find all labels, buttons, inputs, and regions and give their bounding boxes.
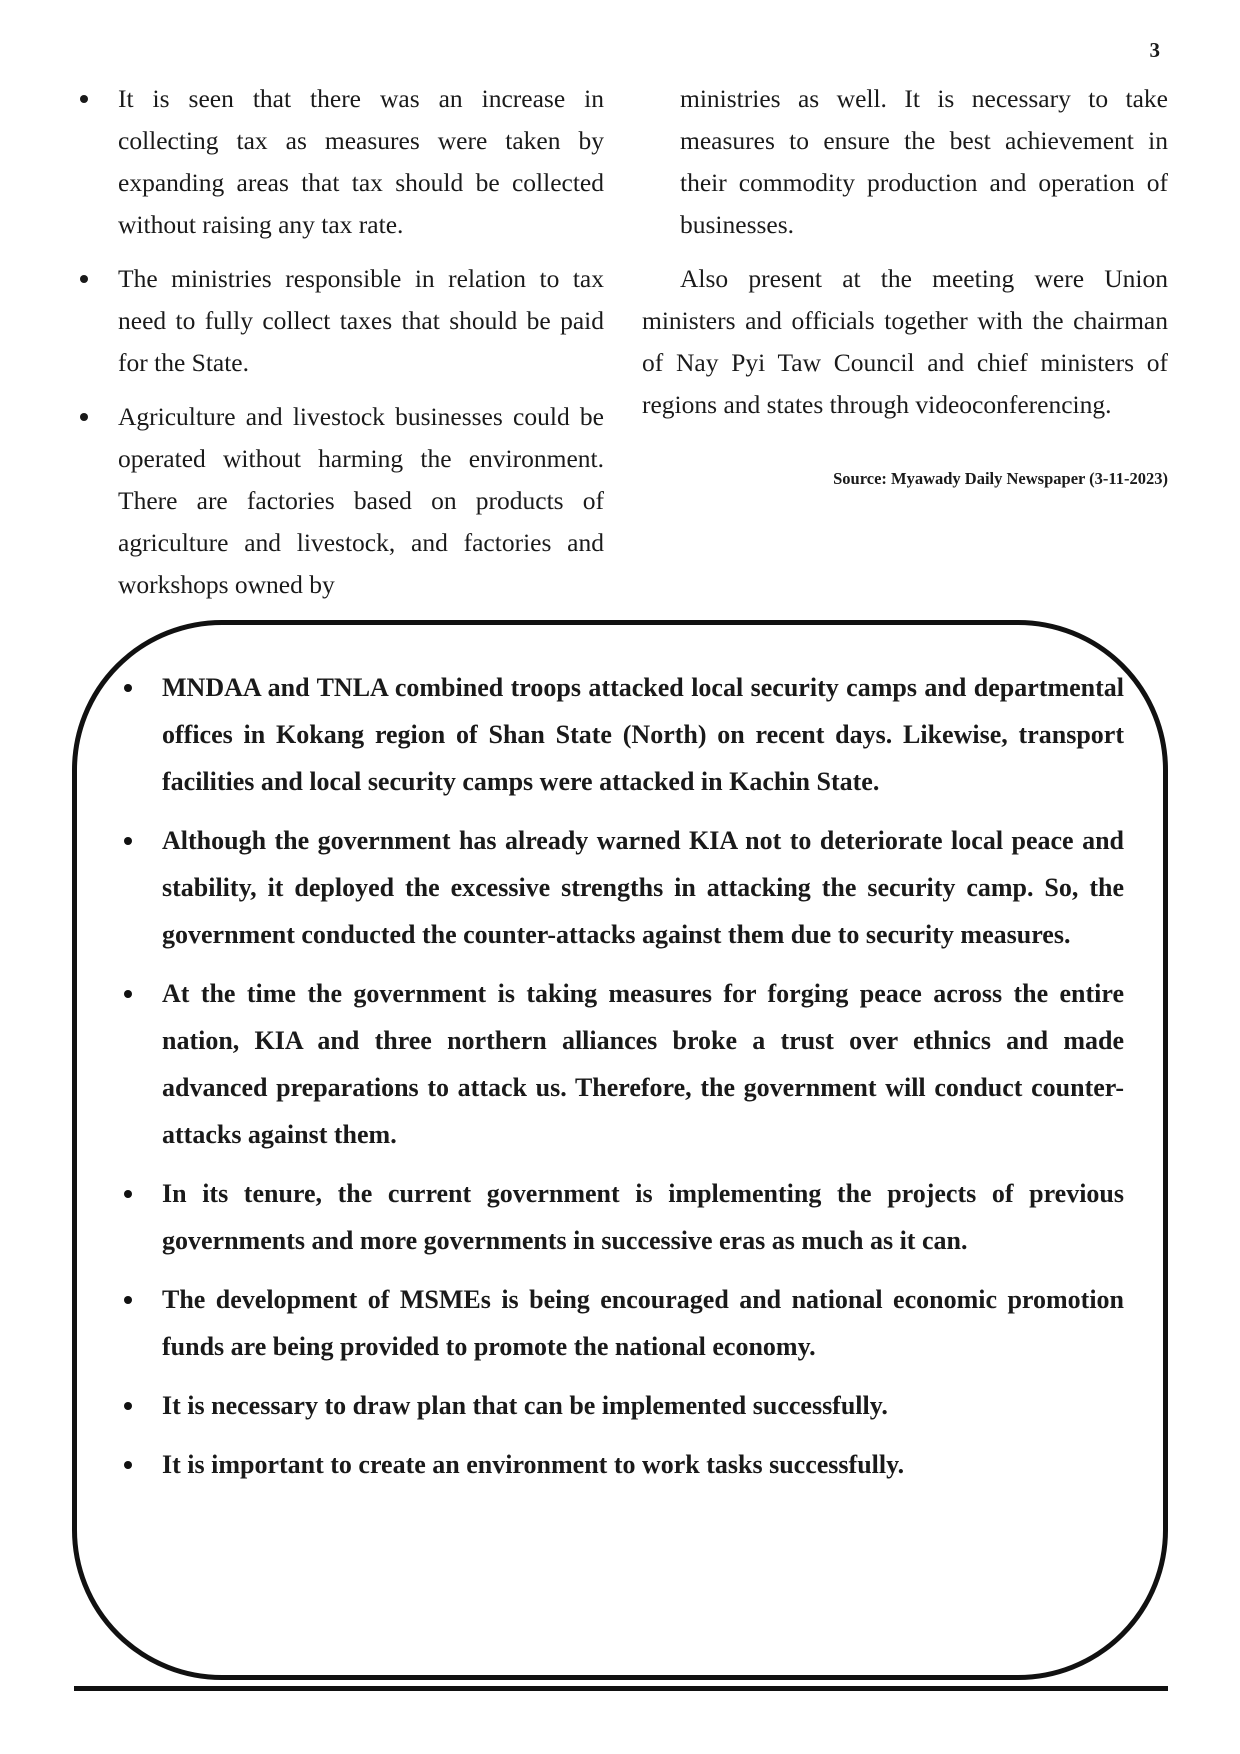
list-item bbox=[78, 78, 604, 246]
list-item-text: Agriculture and livestock businesses could be operated without harming the environment. There are factories based on products of agriculture and livestock, and factories and workshops owned by bbox=[118, 402, 604, 599]
list-item-text: It is necessary to draw plan that can be implemented successfully. bbox=[162, 1391, 888, 1420]
footer-divider bbox=[74, 1686, 1168, 1691]
list-item bbox=[118, 970, 1124, 1158]
page-number: 3 bbox=[1149, 38, 1160, 62]
list-item bbox=[118, 1170, 1124, 1264]
list-item-text: It is seen that there was an increase in collecting tax as measures were taken by expanding areas that tax should be collected without raising any tax rate. bbox=[118, 84, 604, 239]
list-item bbox=[118, 664, 1124, 805]
list-item-text: The ministries responsible in relation to tax need to fully collect taxes that should be paid for the State. bbox=[118, 264, 604, 377]
list-item-text: Although the government has already warned KIA not to deteriorate local peace and stability, it deployed the excessive strengths in attacking the security camp. So, the government conducted the counter-attacks against them due to security measures. bbox=[162, 826, 1124, 949]
list-item-text: In its tenure, the current government is implementing the projects of previous governments and more governments in successive eras as much as it can. bbox=[162, 1179, 1124, 1255]
list-item bbox=[118, 1441, 1124, 1488]
list-item bbox=[78, 258, 604, 384]
list-item-text: The development of MSMEs is being encouraged and national economic promotion funds are being provided to promote the national economy. bbox=[162, 1285, 1124, 1361]
left-column bbox=[78, 78, 604, 618]
body-paragraph: Also present at the meeting were Union ministers and officials together with the chairman of Nay Pyi Taw Council and chief ministers of regions and states through videoconferencing. bbox=[642, 264, 1168, 419]
list-item-text: At the time the government is taking measures for forging peace across the entire nation, KIA and three northern alliances broke a trust over ethnics and made advanced preparations to attack us. Therefore, the government will conduct counter-attacks against them. bbox=[162, 979, 1124, 1149]
source-citation: Source: Myawady Daily Newspaper (3-11-2023) bbox=[833, 469, 1168, 488]
highlight-bullet-list bbox=[118, 664, 1124, 1500]
list-item-text: It is important to create an environment to work tasks successfully. bbox=[162, 1450, 905, 1479]
right-column bbox=[642, 78, 1168, 490]
left-bullet-list bbox=[78, 78, 604, 606]
list-item bbox=[78, 396, 604, 606]
list-item-text: MNDAA and TNLA combined troops attacked local security camps and departmental offices in Kokang region of Shan State (North) on recent days. Likewise, transport facilities and local security camps were attacked in Kachin State. bbox=[162, 673, 1124, 796]
list-item bbox=[118, 817, 1124, 958]
list-item bbox=[118, 1276, 1124, 1370]
continued-paragraph: ministries as well. It is necessary to take measures to ensure the best achievement in their commodity production and operation of businesses. bbox=[680, 84, 1168, 239]
list-item bbox=[118, 1382, 1124, 1429]
